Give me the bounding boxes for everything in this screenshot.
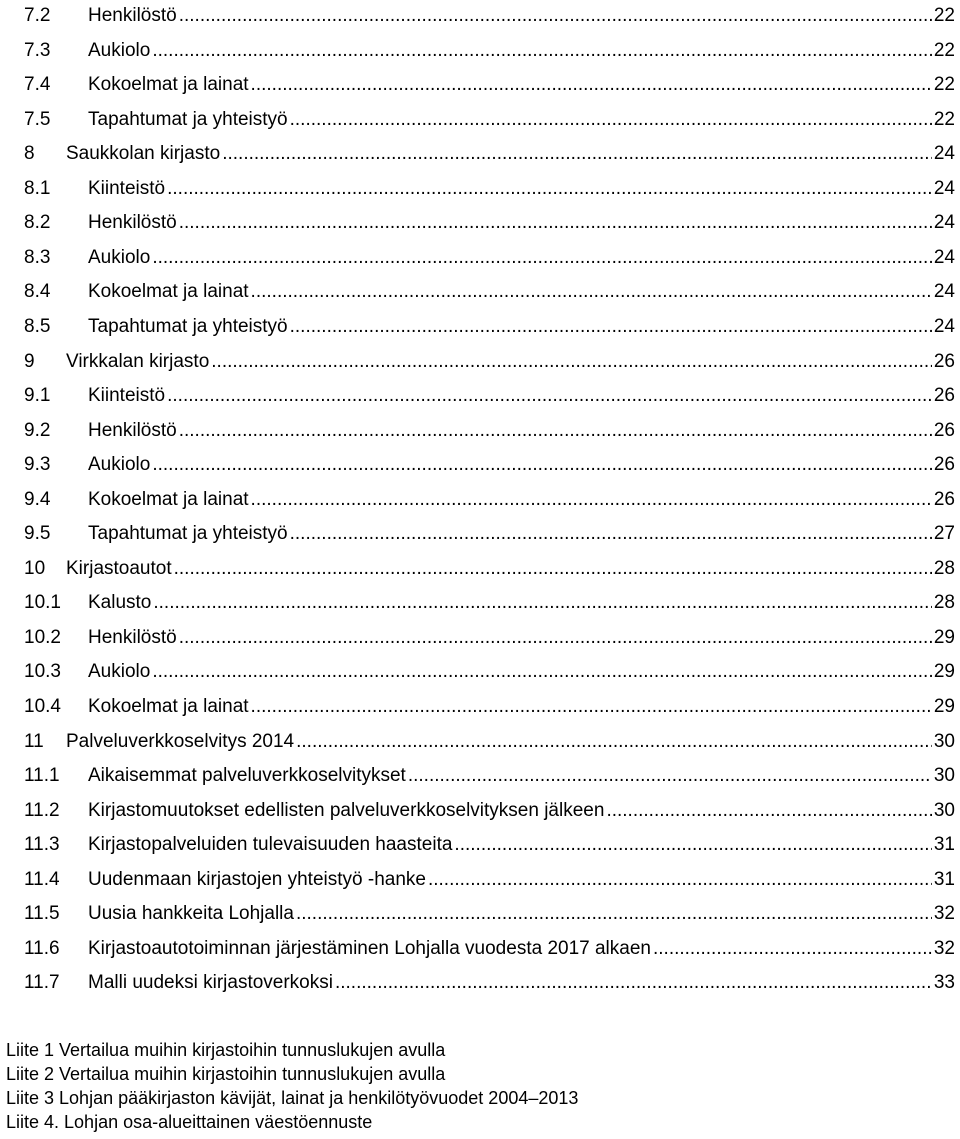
dot-leader [290,315,932,339]
dot-leader [152,453,932,477]
toc-entry-title: Malli uudeksi kirjastoverkoksi [88,972,333,994]
toc-entry-title: Uusia hankkeita Lohjalla [88,903,294,925]
toc-entry-title: Aukiolo [88,661,151,683]
toc-entry-page: 27 [933,523,955,545]
toc-entry-number: 10.4 [24,696,61,717]
dot-leader [179,211,932,235]
toc-entry[interactable] [24,522,955,556]
toc-entry[interactable] [24,315,955,349]
toc-entry-title: Henkilöstö [88,5,177,26]
toc-entry-page: 26 [933,454,955,476]
toc-entry-number: 9 [24,350,35,372]
toc-entry-title: Kirjastoautot [66,557,172,579]
dot-leader [179,4,932,28]
dot-leader [408,764,932,788]
toc-entry-number: 9.2 [24,419,51,441]
dot-leader [653,937,932,961]
toc-entry[interactable] [24,73,955,107]
toc-entry-number: 11 [24,730,44,752]
toc-entry-number: 8.1 [24,177,51,199]
appendix-item: Liite 1 Vertailua muihin kirjastoihin tunnuslukujen avulla [6,1040,446,1060]
dot-leader [296,902,932,926]
toc-entry-page: 32 [933,937,955,959]
dot-leader [211,350,932,374]
dot-leader [251,695,932,719]
toc-entry-title: Virkkalan kirjasto [66,350,210,372]
toc-entry-number: 10.1 [24,592,61,614]
toc-entry-page: 24 [933,177,955,199]
toc-entry-title: Tapahtumat ja yhteistyö [88,108,288,130]
toc-entry-page: 32 [933,903,955,925]
toc-entry-title: Uudenmaan kirjastojen yhteistyö -hanke [88,868,426,890]
toc-entry-number: 7.4 [24,74,51,96]
toc-entry-number: 9.1 [24,385,51,407]
toc-entry-title: Kirjastomuutokset edellisten palveluverkkoselvityksen jälkeen [88,799,605,821]
toc-entry-number: 10.3 [24,661,61,683]
toc-entry-page: 22 [933,39,955,61]
toc-entry-title: Kirjastoautotoiminnan järjestäminen Lohjalla vuodesta 2017 alkaen [88,937,651,959]
toc-entry[interactable] [24,108,955,142]
toc-entry-title: Palveluverkkoselvitys 2014 [66,730,295,752]
toc-entry-title: Aukiolo [88,454,151,476]
toc-entry[interactable] [24,280,955,314]
toc-entry[interactable] [24,211,955,245]
toc-entry-number: 11.7 [24,972,60,994]
dot-leader [296,730,932,754]
toc-entry-page: 31 [933,868,955,890]
toc-entry[interactable] [24,833,955,867]
toc-entry-title: Tapahtumat ja yhteistyö [88,315,288,337]
dot-leader [152,39,932,63]
toc-entry-title: Kokoelmat ja lainat [88,696,249,717]
toc-entry[interactable] [24,419,955,453]
toc-entry[interactable] [24,488,955,522]
toc-entry-number: 10.2 [24,626,61,648]
toc-entry[interactable] [24,902,955,936]
toc-entry-number: 9.4 [24,488,51,510]
toc-entry-number: 8.2 [24,212,51,234]
dot-leader [167,384,932,408]
toc-entry-title: Kiinteistö [88,177,166,199]
toc-entry-page: 28 [933,557,955,579]
toc-entry-page: 30 [933,730,955,752]
toc-entry-number: 9.3 [24,454,51,476]
toc-entry-page: 30 [933,799,955,821]
dot-leader [152,660,932,684]
toc-entry[interactable] [24,453,955,487]
dot-leader [428,868,932,892]
toc-entry-page: 22 [933,108,955,130]
toc-entry-page: 31 [933,834,955,856]
toc-entry-title: Kokoelmat ja lainat [88,74,249,96]
toc-entry-number: 8.3 [24,246,51,268]
toc-entry-title: Aukiolo [88,246,151,268]
dot-leader [179,419,932,443]
dot-leader [179,626,932,650]
toc-entry-number: 8.5 [24,315,51,337]
dot-leader [251,73,932,97]
toc-entry-number: 10 [24,557,46,579]
appendix-item: Liite 4. Lohjan osa-alueittainen väestöennuste [6,1112,373,1132]
toc-entry-title: Aikaisemmat palveluverkkoselvitykset [88,765,406,787]
toc-entry-title: Saukkolan kirjasto [66,143,221,165]
toc-entry-title: Kirjastopalveluiden tulevaisuuden haasteita [88,834,453,856]
dot-leader [290,108,932,132]
toc-entry-title: Kokoelmat ja lainat [88,488,249,510]
dot-leader [222,142,932,166]
appendix-item: Liite 3 Lohjan pääkirjaston kävijät, lainat ja henkilötyövuodet 2004–2013 [6,1088,579,1108]
toc-entry-number: 11.2 [24,799,60,821]
toc-entry-title: Kokoelmat ja lainat [88,281,249,303]
toc-entry[interactable] [24,764,955,798]
toc-entry-page: 29 [933,661,955,683]
toc-entry[interactable] [24,4,955,38]
dot-leader [251,488,932,512]
toc-entry[interactable] [24,695,955,729]
toc-entry[interactable] [24,868,955,902]
dot-leader [454,833,931,857]
toc-entry-title: Aukiolo [88,39,151,61]
toc-entry-page: 29 [933,696,955,717]
toc-entry-page: 24 [933,281,955,303]
toc-entry-number: 8 [24,143,35,165]
toc-entry-number: 9.5 [24,523,51,545]
toc-entry-number: 8.4 [24,281,51,303]
toc-entry-page: 30 [933,765,955,787]
toc-entry[interactable] [24,730,955,764]
toc-entry-number: 11.6 [24,937,60,959]
toc-entry[interactable] [24,177,955,211]
toc-entry-title: Kiinteistö [88,385,166,407]
dot-leader [153,591,931,615]
toc-entry-title: Tapahtumat ja yhteistyö [88,523,288,545]
toc-entry[interactable] [24,591,955,625]
toc-entry-page: 24 [933,315,955,337]
dot-leader [167,177,932,201]
toc-entry-number: 11.3 [24,834,60,856]
toc-entry-page: 24 [933,212,955,234]
appendix-item: Liite 2 Vertailua muihin kirjastoihin tunnuslukujen avulla [6,1064,446,1084]
toc-entry-page: 33 [933,972,955,994]
toc-entry[interactable] [24,799,955,833]
toc-entry-number: 11.5 [24,903,60,925]
dot-leader [606,799,931,823]
toc-entry-page: 26 [933,350,955,372]
toc-entry[interactable] [24,937,955,971]
toc-entry[interactable] [24,246,955,280]
toc-entry-number: 7.5 [24,108,51,130]
toc-entry-page: 24 [933,143,955,165]
toc-entry-number: 7.3 [24,39,51,61]
toc-entry[interactable] [24,39,955,73]
toc-entry-number: 11.4 [24,868,60,890]
dot-leader [152,246,932,270]
toc-entry-title: Henkilöstö [88,419,177,441]
toc-entry-title: Henkilöstö [88,626,177,648]
toc-entry-title: Kalusto [88,592,152,614]
toc-entry-page: 29 [933,626,955,648]
toc-entry[interactable] [24,557,955,591]
toc-entry[interactable] [24,384,955,418]
dot-leader [174,557,932,581]
appendix-list [6,1038,946,1134]
toc-entry-page: 22 [933,74,955,96]
toc-entry[interactable] [24,142,955,176]
dot-leader [290,522,932,546]
toc-entry[interactable] [24,971,955,1005]
toc-entry-number: 7.2 [24,5,51,26]
toc-entry-page: 26 [933,385,955,407]
dot-leader [251,280,932,304]
toc-entry[interactable] [24,350,955,384]
toc-entry-page: 24 [933,246,955,268]
toc-entry[interactable] [24,626,955,660]
toc-entry-title: Henkilöstö [88,212,177,234]
toc-entry-page: 26 [933,419,955,441]
toc-entry-page: 26 [933,488,955,510]
dot-leader [335,971,932,995]
toc-entry-page: 28 [933,592,955,614]
toc-entry-page: 22 [933,5,955,26]
toc-entry[interactable] [24,660,955,694]
toc-entry-number: 11.1 [24,765,60,787]
